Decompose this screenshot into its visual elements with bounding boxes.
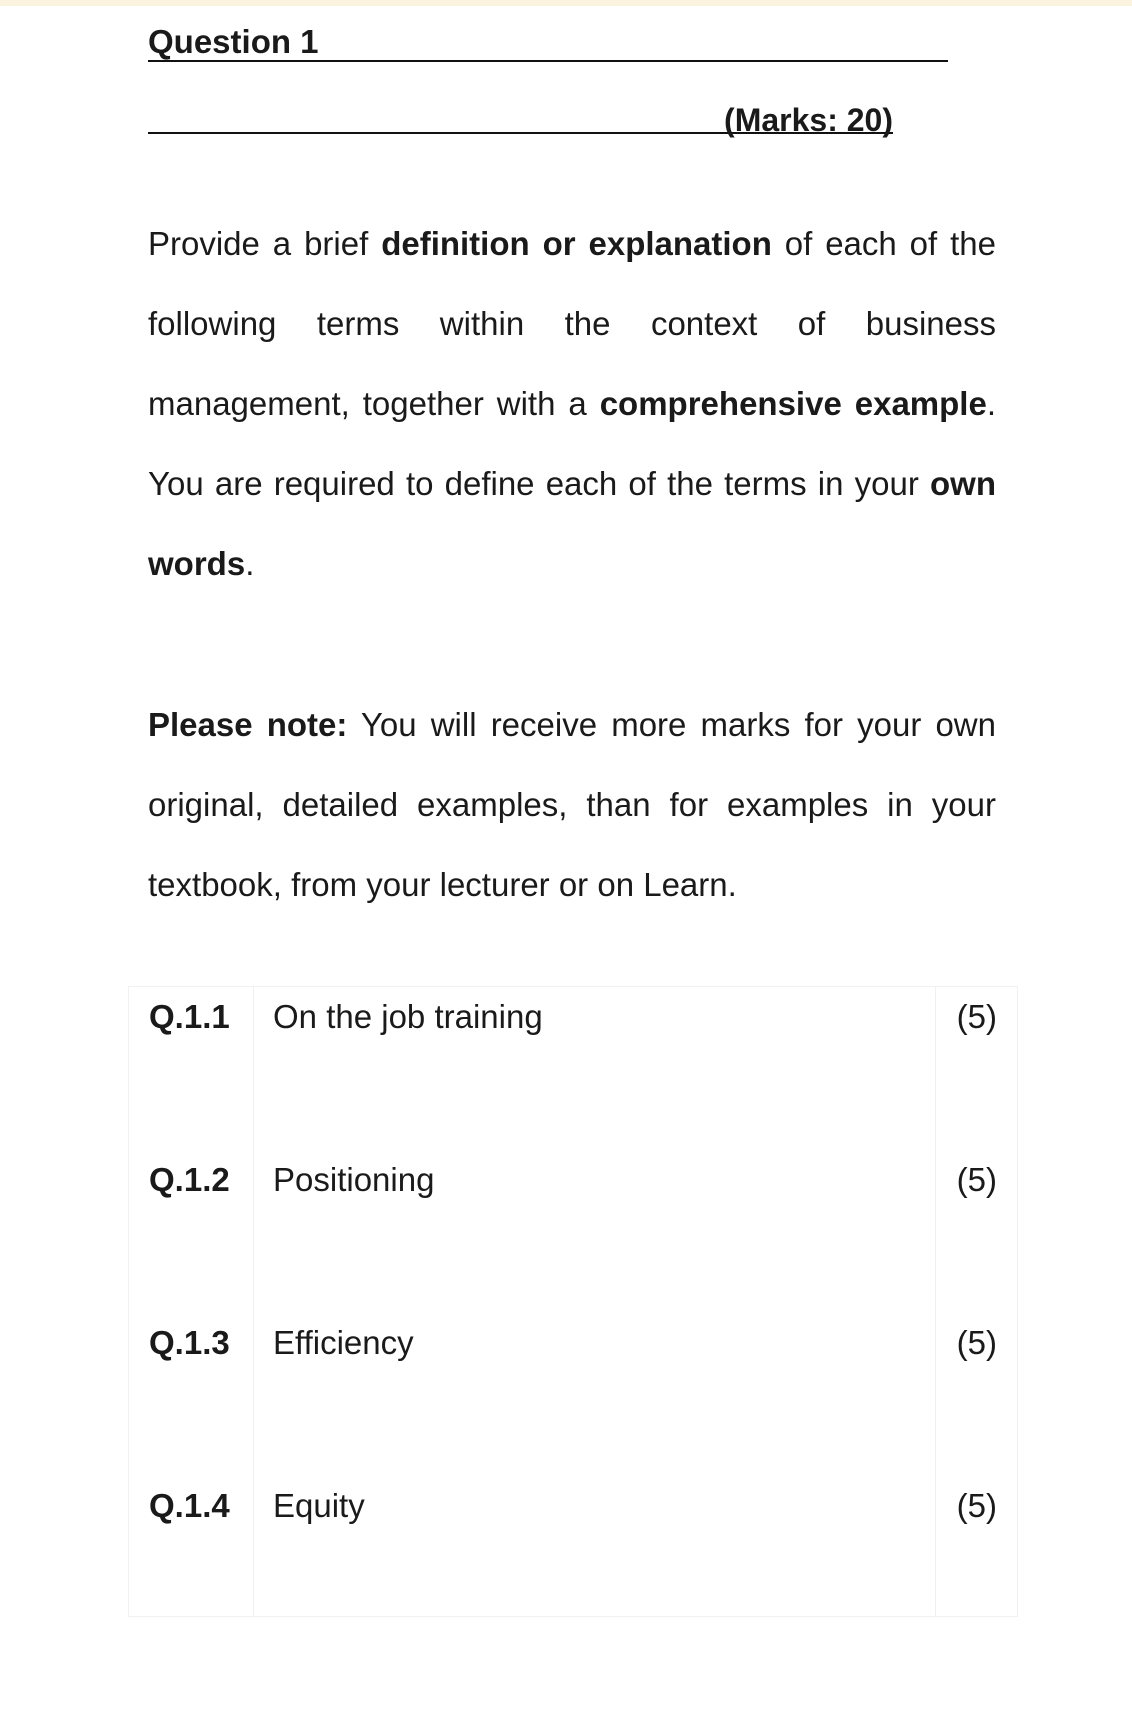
sub-question-term: Positioning [273, 1161, 435, 1198]
total-marks: (Marks: 20) [724, 102, 893, 138]
question-title: Question 1 [148, 23, 319, 60]
sub-question-term: On the job training [273, 998, 543, 1035]
sub-question-term: Efficiency [273, 1324, 414, 1361]
body-text: Provide a brief [148, 225, 382, 262]
table-row [129, 1150, 1017, 1313]
sub-question-number: Q.1.3 [149, 1324, 230, 1361]
sub-question-marks: (5) [956, 1324, 997, 1361]
sub-question-marks: (5) [956, 998, 997, 1035]
table-row [129, 1476, 1017, 1616]
sub-question-marks: (5) [956, 1487, 997, 1524]
sub-question-table [128, 986, 1018, 1617]
emphasis-text: definition or explanation [381, 225, 772, 262]
sub-question-number: Q.1.2 [149, 1161, 230, 1198]
note-paragraph [148, 685, 996, 925]
instruction-paragraph [148, 204, 996, 604]
header-rule [148, 60, 948, 62]
sub-question-number: Q.1.4 [149, 1487, 230, 1524]
emphasis-text: own words [148, 465, 996, 582]
document-page [0, 6, 1132, 1723]
body-text: of each of the following terms within the context of business management, together with a [148, 225, 996, 422]
table-row [129, 1313, 1017, 1476]
emphasis-text: comprehensive example [599, 385, 987, 422]
table-row [129, 987, 1017, 1150]
question-header [148, 16, 996, 62]
question-content [148, 16, 997, 1524]
body-text: You will receive more marks for your own original, detailed examples, than for examples in your textbook, from your lecturer or on Learn. [148, 706, 996, 903]
sub-question-term: Equity [273, 1487, 365, 1524]
sub-question-marks: (5) [956, 1161, 997, 1198]
body-text: . You are required to define each of the terms in your [148, 385, 997, 502]
body-text: . [245, 545, 255, 582]
sub-question-number: Q.1.1 [149, 998, 230, 1035]
emphasis-text: Please note: [148, 706, 348, 743]
